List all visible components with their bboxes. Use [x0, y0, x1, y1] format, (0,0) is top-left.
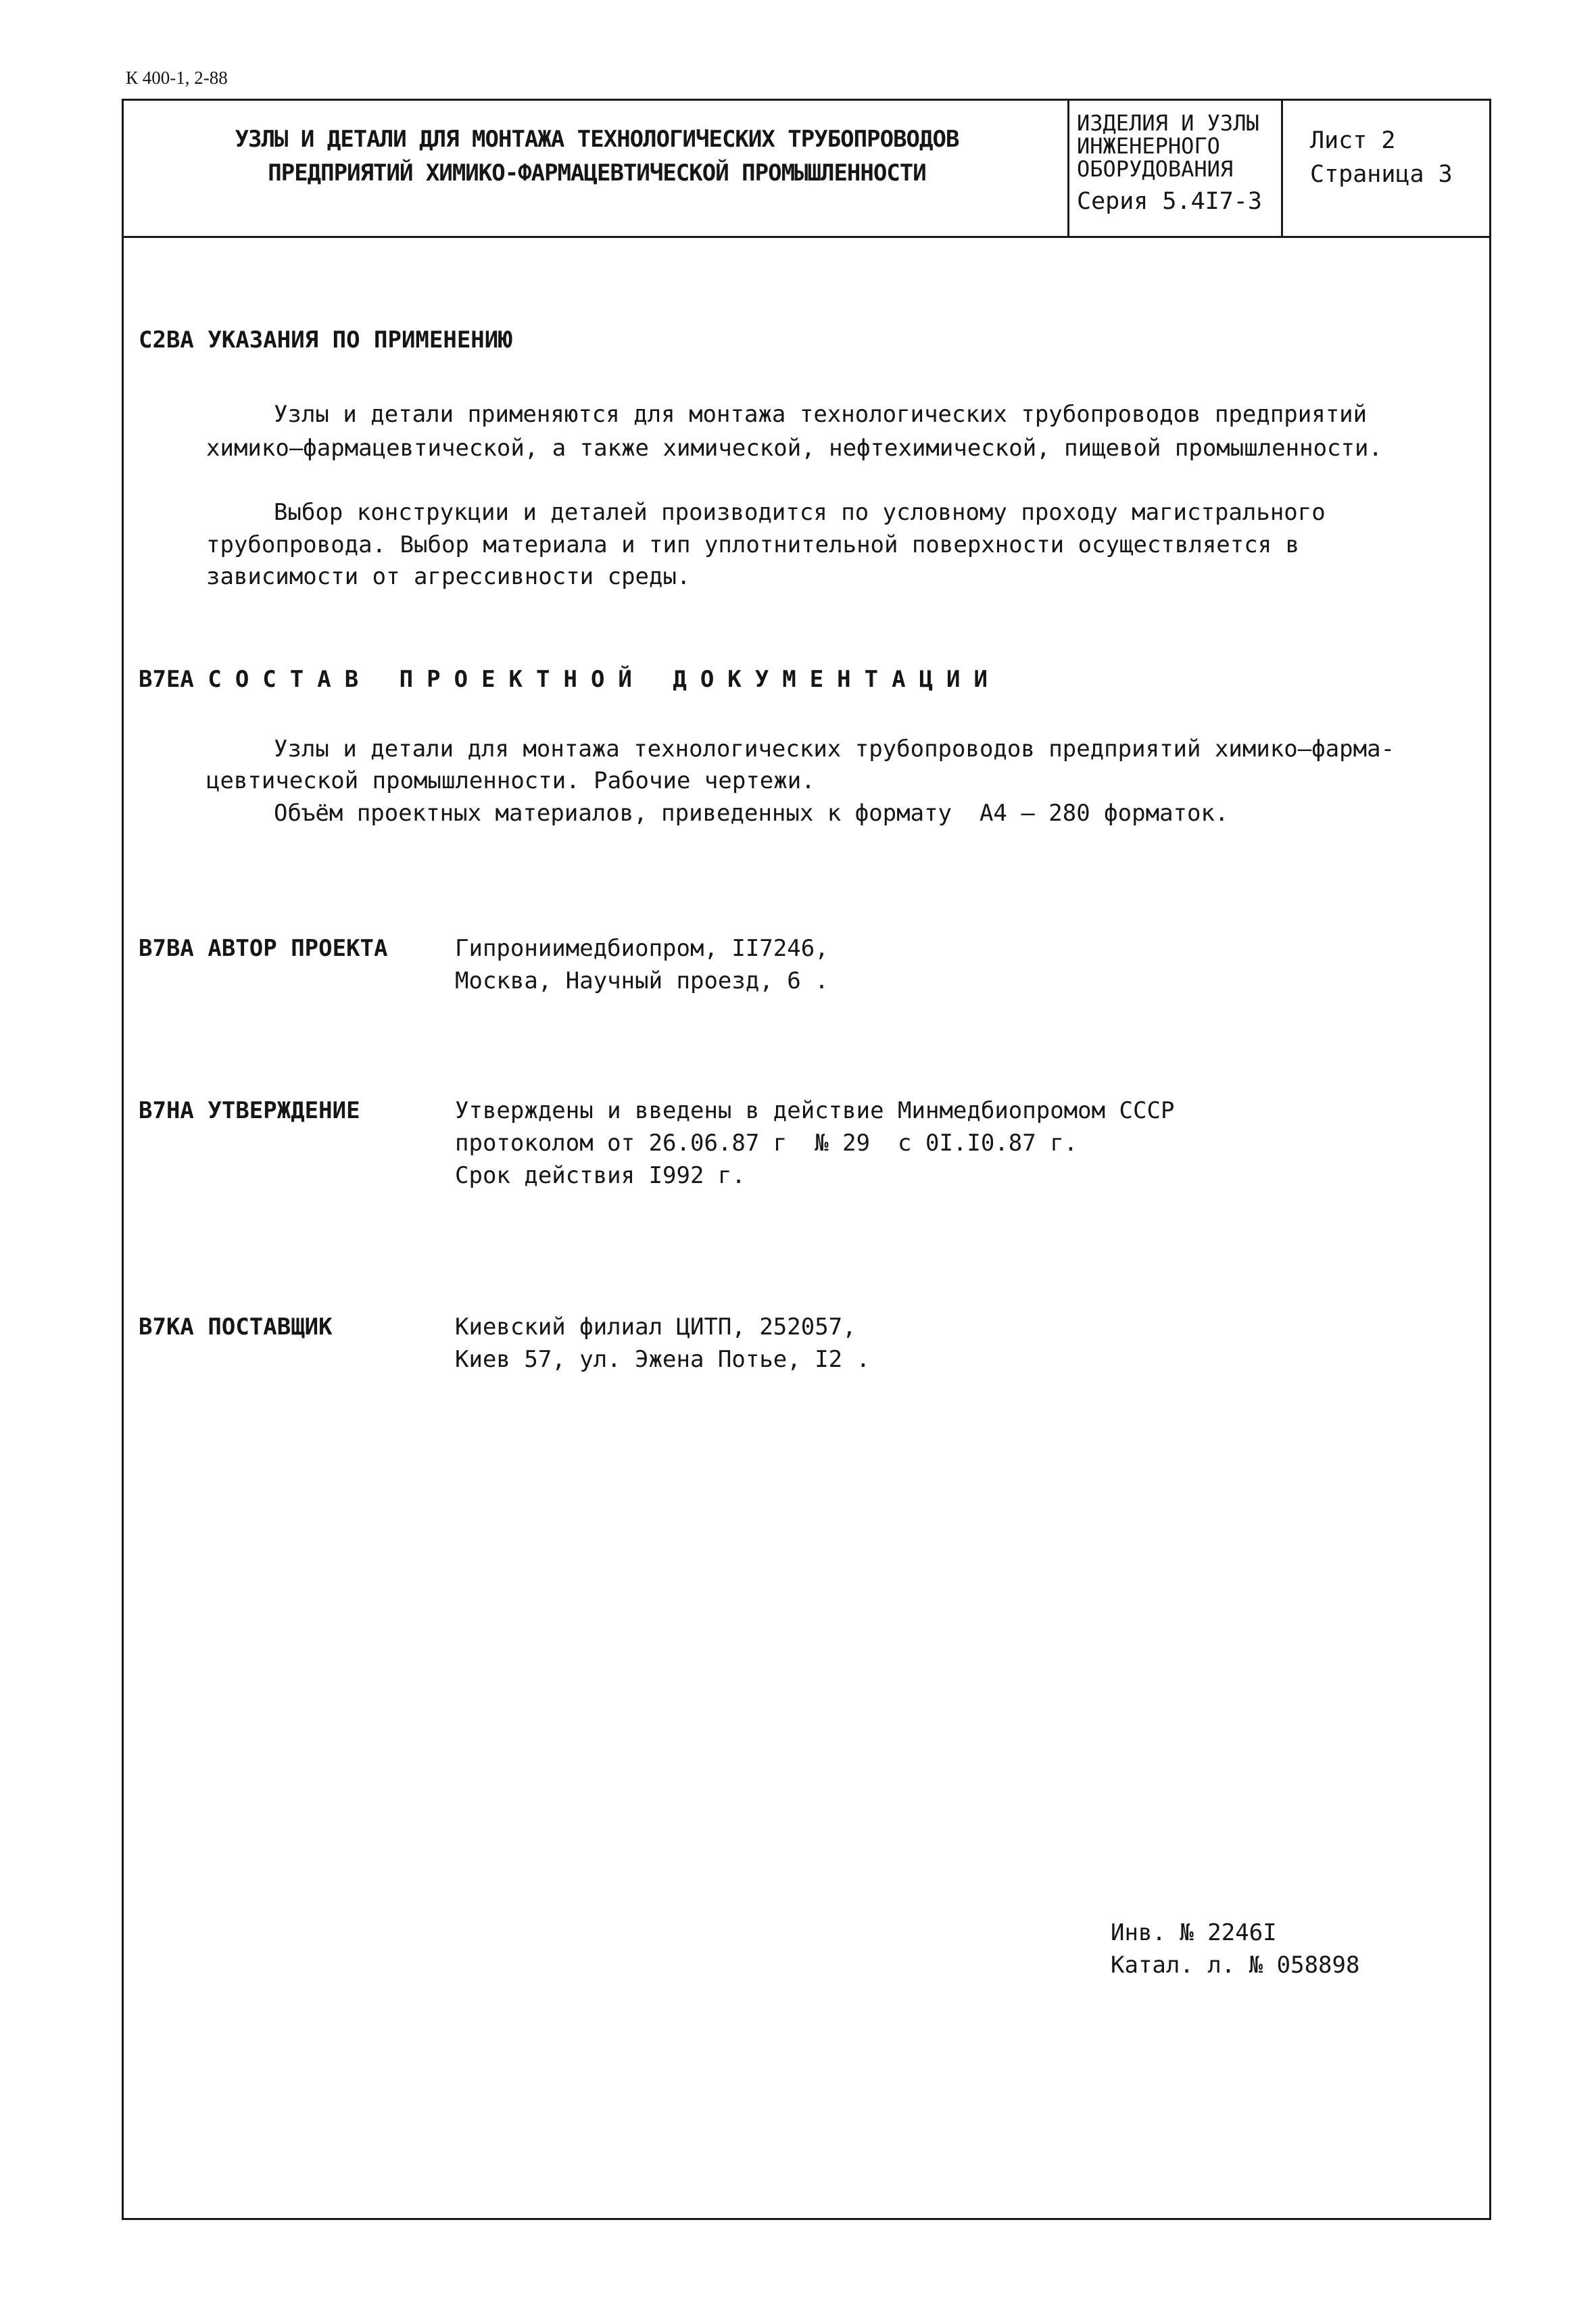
- supplier-line: Киев 57, ул. Эжена Потье, I2 .: [455, 1346, 871, 1373]
- author-heading: [139, 932, 387, 965]
- supplier-line: Киевский филиал ЦИТП, 252057,: [455, 1313, 856, 1341]
- section-code: В7НА: [139, 1097, 194, 1124]
- paragraph-line: Объём проектных материалов, приведенных к формату А4 – 280 форматок.: [274, 800, 1229, 827]
- section-code: В7ВА: [139, 935, 194, 962]
- section-title: УКАЗАНИЯ ПО ПРИМЕНЕНИЮ: [208, 327, 512, 354]
- series-number: Серия 5.4I7-3: [1077, 188, 1262, 215]
- inventory-number: Инв. № 2246I: [1111, 1919, 1277, 1946]
- author-line: Гипрониимедбиопром, II7246,: [455, 935, 829, 962]
- category-line-1: ИЗДЕЛИЯ И УЗЛЫ: [1077, 110, 1259, 136]
- section-title: СОСТАВ ПРОЕКТНОЙ ДОКУМЕНТАЦИИ: [208, 666, 1001, 693]
- divider: [1067, 101, 1069, 236]
- approval-line: Утверждены и введены в действие Минмедбиопромом СССР: [455, 1097, 1175, 1124]
- section-title: АВТОР ПРОЕКТА: [208, 935, 388, 962]
- paragraph-line: зависимости от агрессивности среды.: [206, 563, 691, 590]
- page-number: Страница 3: [1310, 161, 1453, 188]
- paragraph-line: трубопровода. Выбор материала и тип уплотнительной поверхности осуществляется в: [206, 531, 1300, 558]
- author-line: Москва, Научный проезд, 6 .: [455, 967, 829, 994]
- paragraph-line: Узлы и детали для монтажа технологических трубопроводов предприятий химико–фарма-: [274, 735, 1395, 763]
- document-title: [124, 122, 1070, 190]
- approval-heading: [139, 1094, 360, 1127]
- page-frame: [122, 99, 1491, 2220]
- divider: [1281, 101, 1283, 236]
- sheet-number: Лист 2: [1310, 127, 1396, 154]
- section-title: УТВЕРЖДЕНИЕ: [208, 1097, 360, 1124]
- document-code: К 400-1, 2-88: [126, 68, 228, 88]
- composition-heading: [139, 663, 1001, 696]
- title-line-1: УЗЛЫ И ДЕТАЛИ ДЛЯ МОНТАЖА ТЕХНОЛОГИЧЕСКИХ ТРУБОПРОВОДОВ: [235, 126, 959, 153]
- category-line-3: ОБОРУДОВАНИЯ: [1077, 156, 1234, 182]
- title-line-2: ПРЕДПРИЯТИЙ ХИМИКО-ФАРМАЦЕВТИЧЕСКОЙ ПРОМЫШЛЕННОСТИ: [268, 160, 926, 187]
- paragraph-line: Выбор конструкции и деталей производится по условному проходу магистрального: [274, 499, 1326, 526]
- category-line-2: ИНЖЕНЕРНОГО: [1077, 133, 1220, 159]
- paragraph-line: химико–фармацевтической, а также химической, нефтехимической, пищевой промышленности.: [206, 435, 1382, 462]
- paragraph-line: Узлы и детали применяются для монтажа технологических трубопроводов предприятий: [274, 401, 1368, 428]
- section-title: ПОСТАВЩИК: [208, 1313, 333, 1341]
- catalog-number: Катал. л. № 058898: [1111, 1952, 1360, 1979]
- section-code: В7КА: [139, 1313, 194, 1341]
- title-block: [124, 101, 1489, 238]
- section-code: В7ЕА: [139, 666, 194, 693]
- approval-line: Срок действия I992 г.: [455, 1162, 746, 1189]
- sheet-block: [1310, 124, 1453, 191]
- category-block: [1077, 112, 1262, 213]
- supplier-heading: [139, 1311, 333, 1343]
- approval-line: протоколом от 26.06.87 г № 29 с 0I.I0.87 г.: [455, 1130, 1078, 1157]
- section-code: С2ВА: [139, 327, 194, 354]
- usage-heading: [139, 324, 512, 356]
- paragraph-line: цевтической промышленности. Рабочие чертежи.: [206, 767, 815, 794]
